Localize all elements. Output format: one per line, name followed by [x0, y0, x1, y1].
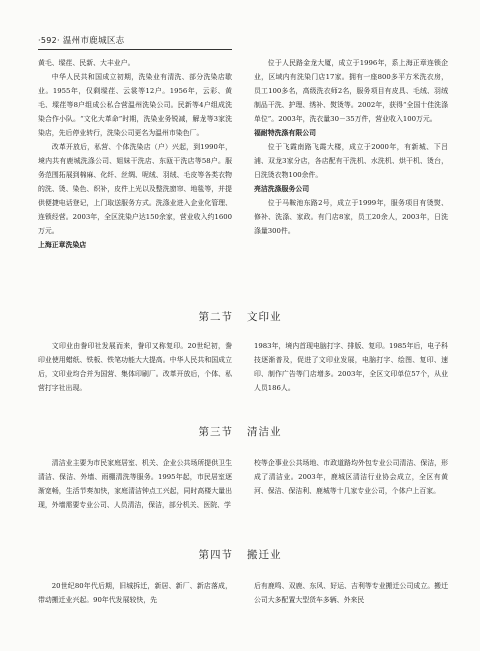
body-paragraph: 黄毛、墚荏、民新、大丰业户。 — [38, 59, 135, 67]
section-4-number: 第四节 — [198, 549, 233, 561]
company-subheading: 上海正章洗染店 — [38, 241, 87, 249]
section2-left-column — [38, 339, 232, 395]
section3-left-column — [38, 456, 232, 512]
block1-left-column — [38, 56, 232, 252]
section-2-name: 文印业 — [247, 311, 282, 323]
body-paragraph: 位于人民路金龙大厦，成立于1996年，系上海正章连锁企业，区域内有洗染门店17家。拥有一座800多平方米洗衣房，员工100多名，高级洗衣师2名，服务项目有皮具、毛绒、羽绒制品干洗、护理、绣补、熨烫等。2002年，获得“全国十佳洗涤单位”。2003年，洗衣量30－35万件，营业收入100万元。 — [254, 59, 448, 123]
section-3-name: 清洁业 — [247, 426, 282, 438]
section-2-title — [0, 309, 480, 324]
company-subheading: 福耐特洗涤有限公司 — [254, 129, 317, 137]
body-paragraph: 文印业由誊印社发展而来，誊印又称复印。20世纪初，誊印业使用蜡纸、铁板、铁笔功能大大提高。中华人民共和国成立后，文印业均合并为国营、集体印刷厂。改革开放后，个体、私营打字社出现。 — [38, 342, 232, 392]
book-title: 温州市鹿城区志 — [62, 36, 125, 46]
section-4-title — [0, 547, 480, 562]
running-header — [38, 34, 232, 50]
section3-right-column — [254, 456, 448, 498]
body-paragraph: 20世纪80年代后期，旧城拆迁，新居、新厂、新店落成，带动搬迁业兴起。90年代发展较快，先 — [38, 582, 232, 604]
section-2-number: 第二节 — [198, 311, 233, 323]
block1-right-column — [254, 56, 448, 238]
body-paragraph: 改革开放后，私营、个体洗染店（户）兴起，到1990年，境内共有鹿城洗涤公司、姐妹干洗店、东瓯干洗店等58户。服务范围拓展到棉麻、化纤、丝绸、呢绒、羽绒、毛皮等各类衣物的洗、烫、染色、织补，皮件上光以及整洗窗帘、地毯等，并提供便捷电话登记，上门取送服务方式。洗涤业进入企业化管理、连锁经营。2003年，全区洗染户达150余家，营业收入约1600万元。 — [38, 143, 232, 235]
section-3-title — [0, 424, 480, 439]
section-3-number: 第三节 — [198, 426, 233, 438]
section-4-name: 搬迁业 — [247, 549, 282, 561]
section4-right-column — [254, 579, 448, 607]
section2-right-column — [254, 339, 448, 395]
body-paragraph: 中华人民共和国成立初期，洗染业有清洗、部分洗染店歇业。1955年，仅剩墚荏、云裳等12户。1956年，云彩、黄毛、墚荏等8户组成公私合营温州洗染公司。民新等4户组成洗染合作小队。“文化大革命”时期，洗染业务锐减，解龙等3家洗染店，先后停业转行，洗染公司更名为温州市染色厂。 — [38, 73, 232, 137]
body-paragraph: 位于马鞍池东路2号，成立于1999年，服务项目有烫熨、修补、洗涤、家政。有门店8家，员工20余人，2003年，日洗涤量300件。 — [254, 199, 448, 235]
body-paragraph: 1983年，境内首现电脑打字、排版、复印。1985年后，电子科技逐渐普及，促进了文印业发展，电脑打字、绘图、复印、速印、制作广告等门店增多。2003年，全区文印单位57个，从业人员186人。 — [254, 342, 448, 392]
body-paragraph: 校等企事业公共场地、市政道路均外包专业公司清洁、保洁，形成了清洁业。2003年，鹿城区清洁行业协会成立，全区有黄河、保洁、保洁利、鹿城等十几家专业公司，个体户上百家。 — [254, 459, 448, 495]
page-number: ·592· — [38, 36, 60, 45]
company-subheading: 亮洁洗涤服务公司 — [254, 185, 310, 193]
body-paragraph: 后有鹿鸣、双鹿、东风、好运、吉利等专业搬迁公司成立。搬迁公司大多配置大型货车多辆、外来民 — [254, 582, 448, 604]
body-paragraph: 清洁业主要为市民家庭居室、机关、企业公共场所提供卫生清洁、保洁、外墙、雨棚清洗等服务。1995年起，市民居室逐渐宽畅，生活节奏加快，家庭清洁钟点工兴起，同时高楼大量出现，外墙需要专业公司、人员清洁，保洁，部分机关、医院、学 — [38, 459, 232, 509]
body-paragraph: 位于飞霞南路飞霞大楼，成立于2000年，有新城、下吕浦、双龙3家分店，各店配有干洗机、水洗机、烘干机、烫台，日洗烫衣物100余件。 — [254, 143, 448, 179]
section4-left-column — [38, 579, 232, 607]
